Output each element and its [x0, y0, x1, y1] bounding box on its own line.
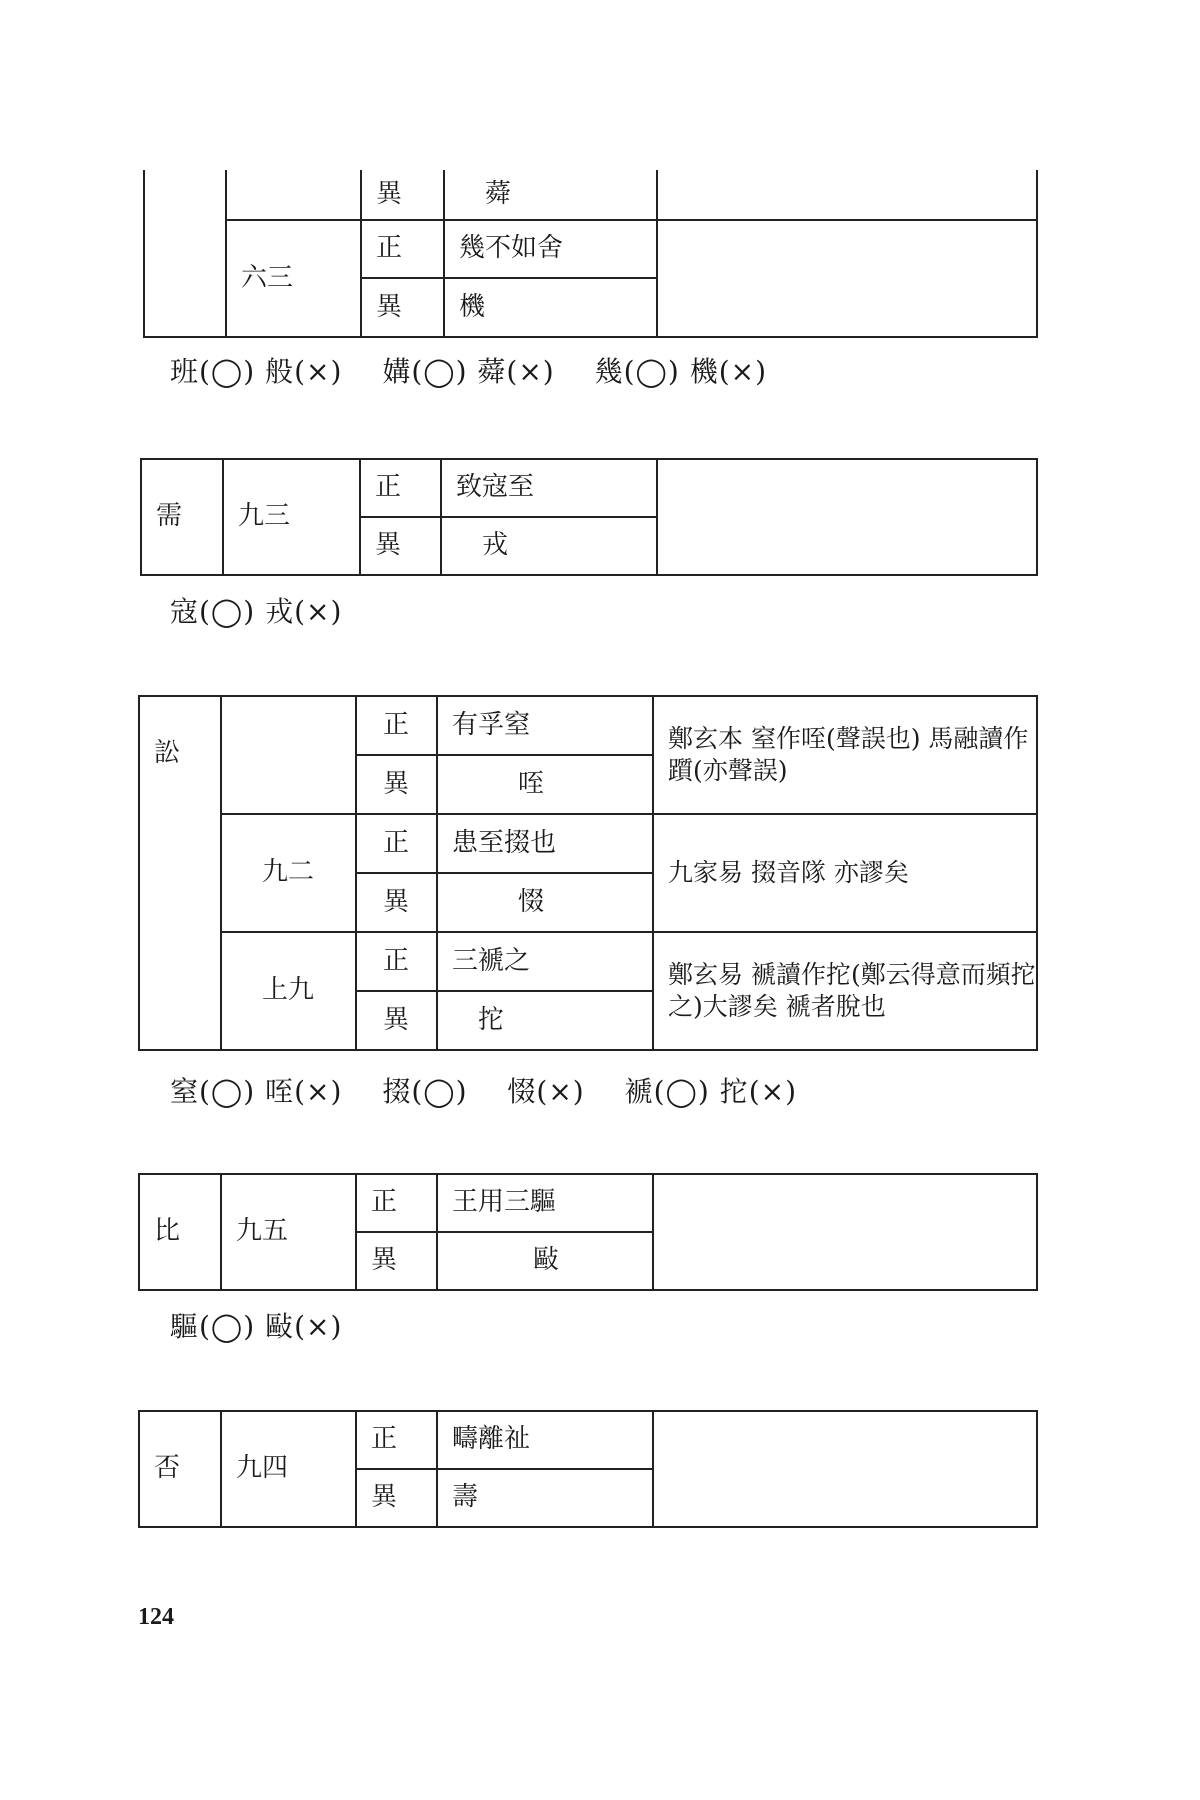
hexagram-cell: 訟	[139, 696, 221, 1050]
text-cell: 敺	[437, 1232, 653, 1290]
line-cell: 九三	[223, 459, 360, 575]
variant-table-4	[138, 1173, 1038, 1291]
summary-item: 寇(◯) 戎(×)	[170, 595, 343, 628]
kind-cell: 正	[360, 459, 441, 517]
variant-table-5	[138, 1410, 1038, 1528]
text-cell: 壽	[437, 1469, 653, 1527]
note-cell	[653, 1411, 1037, 1527]
summary-line-2	[170, 590, 372, 630]
note-cell: 鄭玄本 窒作咥(聲誤也) 馬融讀作躓(亦聲誤)	[653, 696, 1037, 814]
summary-item: 媾(◯) 蕣(×)	[382, 355, 555, 388]
note-cell	[657, 220, 1037, 337]
kind-cell: 正	[356, 696, 437, 755]
text-cell: 拕	[437, 991, 653, 1050]
kind-cell: 異	[356, 755, 437, 814]
summary-line-1	[170, 350, 797, 390]
note-cell	[653, 1174, 1037, 1290]
note-cell	[657, 459, 1037, 575]
kind-cell: 異	[361, 170, 444, 220]
page-number: 124	[138, 1604, 174, 1630]
line-cell	[226, 170, 361, 220]
line-cell: 九四	[221, 1411, 356, 1527]
variant-table-3	[138, 695, 1038, 1051]
summary-item: 褫(◯) 拕(×)	[624, 1075, 798, 1108]
summary-line-3	[170, 1070, 827, 1110]
hexagram-cell: 比	[139, 1174, 221, 1290]
hexagram-cell	[144, 170, 226, 337]
text-cell: 惙	[437, 873, 653, 932]
text-cell: 機	[444, 278, 657, 337]
text-cell: 戎	[441, 517, 657, 575]
text-cell: 三褫之	[437, 932, 653, 991]
summary-item: 窒(◯) 咥(×)	[170, 1075, 343, 1108]
note-cell	[657, 170, 1037, 220]
note-cell: 鄭玄易 褫讀作拕(鄭云得意而頻拕之)大謬矣 褫者脫也	[653, 932, 1037, 1050]
kind-cell: 異	[361, 278, 444, 337]
kind-cell: 異	[356, 1469, 437, 1527]
hexagram-cell: 需	[141, 459, 223, 575]
note-cell: 九家易 掇音隊 亦謬矣	[653, 814, 1037, 932]
text-cell: 患至掇也	[437, 814, 653, 873]
kind-cell: 異	[356, 991, 437, 1050]
text-cell: 王用三驅	[437, 1174, 653, 1232]
line-cell: 上九	[221, 932, 356, 1050]
kind-cell: 異	[360, 517, 441, 575]
summary-item: 掇(◯)	[382, 1075, 468, 1108]
kind-cell: 正	[356, 1411, 437, 1469]
kind-cell: 正	[361, 220, 444, 278]
summary-item: 驅(◯) 敺(×)	[170, 1310, 343, 1343]
line-cell: 六三	[226, 220, 361, 337]
text-cell: 幾不如舍	[444, 220, 657, 278]
summary-item: 惙(×)	[507, 1075, 585, 1108]
kind-cell: 異	[356, 1232, 437, 1290]
summary-item: 幾(◯) 機(×)	[594, 355, 768, 388]
summary-item: 班(◯) 般(×)	[170, 355, 343, 388]
line-cell: 九二	[221, 814, 356, 932]
variant-table-2	[140, 458, 1038, 576]
kind-cell: 異	[356, 873, 437, 932]
kind-cell: 正	[356, 932, 437, 991]
line-cell: 九五	[221, 1174, 356, 1290]
hexagram-cell: 否	[139, 1411, 221, 1527]
summary-line-4	[170, 1305, 372, 1345]
kind-cell: 正	[356, 1174, 437, 1232]
kind-cell: 正	[356, 814, 437, 873]
line-cell	[221, 696, 356, 814]
text-cell: 有孚窒	[437, 696, 653, 755]
text-cell: 咥	[437, 755, 653, 814]
text-cell: 致寇至	[441, 459, 657, 517]
text-cell: 蕣	[444, 170, 657, 220]
text-cell: 疇離祉	[437, 1411, 653, 1469]
variant-table-1	[143, 170, 1038, 338]
